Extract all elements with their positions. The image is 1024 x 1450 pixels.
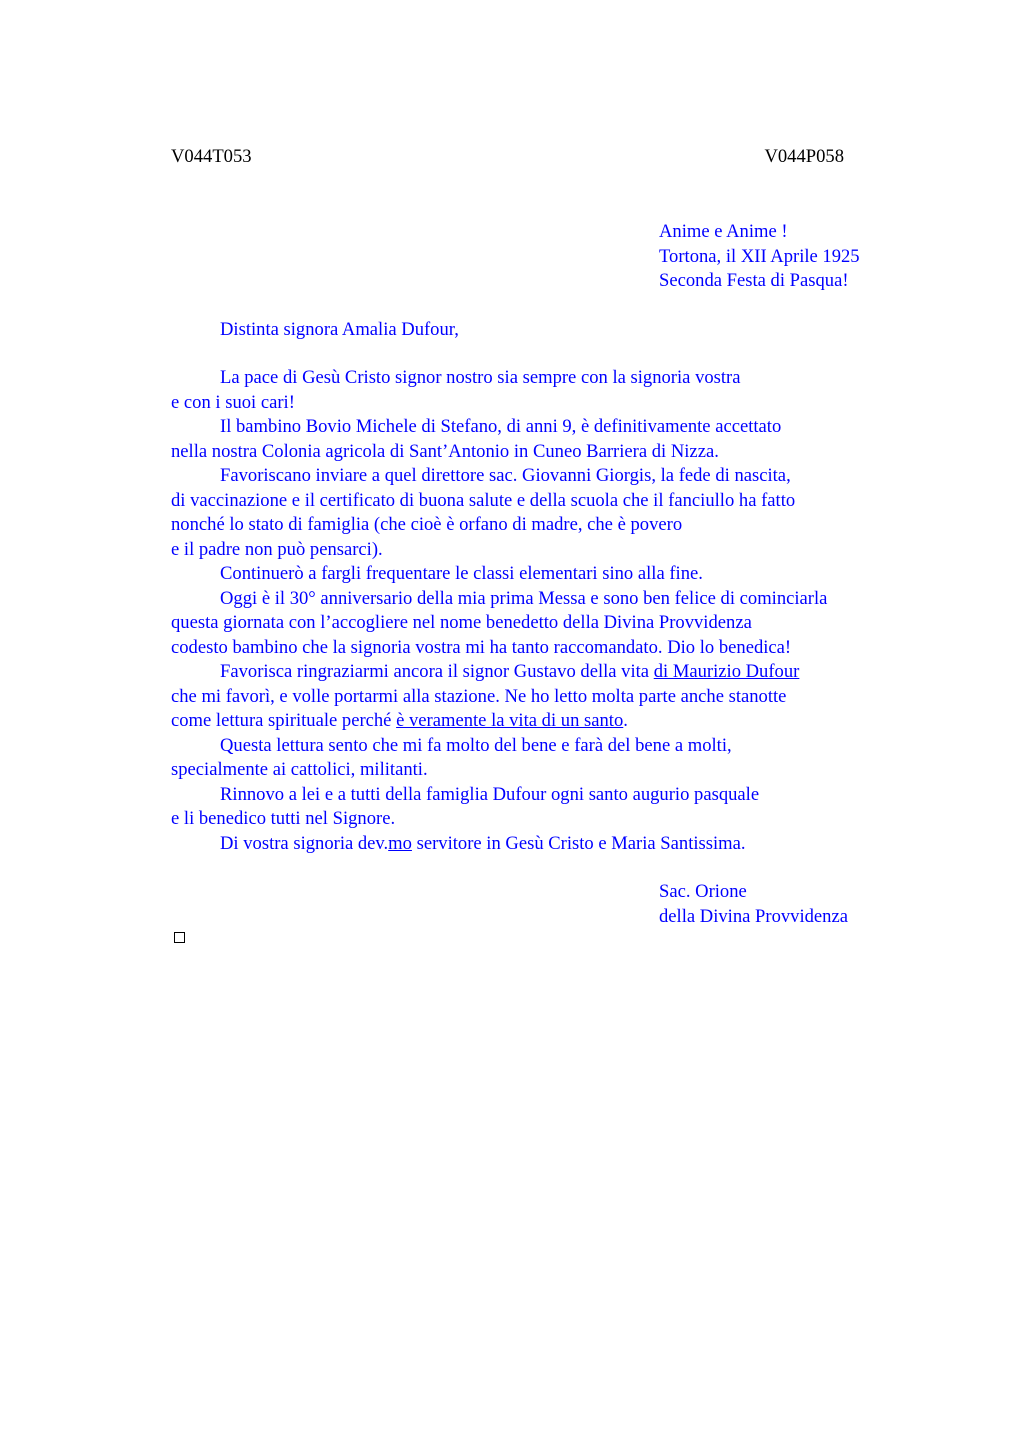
body-line: nonché lo stato di famiglia (che cioè è orfano di madre, che è povero [171, 514, 683, 535]
body-line: nella nostra Colonia agricola di Sant’Antonio in Cuneo Barriera di Nizza. [171, 440, 719, 462]
body-line: di vaccinazione e il certificato di buona salute e della scuola che il fanciullo ha fatto [171, 489, 796, 511]
body-line: Il bambino Bovio Michele di Stefano, di anni 9, è definitivamente accettato [220, 416, 782, 437]
body-line: e il padre non può pensarci). [171, 538, 383, 560]
body-line [171, 832, 931, 857]
body-text: servitore in Gesù Cristo e Maria Santissima. [411, 832, 746, 854]
body-text: come lettura spirituale perché [171, 710, 397, 731]
body-line: La pace di Gesù Cristo signor nostro sia sempre con la signoria vostra [220, 367, 741, 388]
body-line: Continuerò a fargli frequentare le classi elementari sino alla fine. [220, 563, 703, 584]
body-line: Rinnovo a lei e a tutti della famiglia Dufour ogni santo augurio pasquale [220, 783, 760, 805]
body-text: Di vostra signoria dev. [220, 832, 389, 854]
body-line [171, 660, 931, 685]
body-line [171, 709, 931, 734]
body-line: questa giornata con l’accogliere nel nome benedetto della Divina Provvidenza [171, 612, 752, 633]
underlined-text: mo [388, 832, 412, 854]
letter-body [171, 366, 931, 856]
underlined-text: di Maurizio Dufour [653, 661, 800, 682]
document-codes [171, 146, 844, 170]
signature-name: Sac. Orione [659, 881, 747, 902]
body-line: specialmente ai cattolici, militanti. [171, 759, 428, 780]
body-line: Oggi è il 30° anniversario della mia prima Messa e sono ben felice di cominciarla [220, 587, 828, 609]
letter-heading [659, 220, 860, 294]
body-line: Favoriscano inviare a quel direttore sac. Giovanni Giorgis, la fede di nascita, [220, 465, 791, 486]
code-right: V044P058 [764, 146, 844, 167]
checkbox-square-icon [174, 932, 185, 943]
underlined-text: è veramente la vita di un santo [396, 710, 624, 731]
code-left: V044T053 [171, 146, 252, 167]
body-line: e li benedico tutti nel Signore. [171, 808, 396, 829]
body-line: Questa lettura sento che mi fa molto del bene e farà del bene a molti, [220, 734, 732, 756]
salutation: Distinta signora Amalia Dufour, [220, 319, 459, 340]
body-line: codesto bambino che la signoria vostra mi ha tanto raccomandato. Dio lo benedica! [171, 636, 792, 658]
motto: Anime e Anime ! [659, 221, 788, 242]
body-line: e con i suoi cari! [171, 391, 295, 413]
body-line: che mi favorì, e volle portarmi alla stazione. Ne ho letto molta parte anche stanotte [171, 685, 787, 707]
occasion: Seconda Festa di Pasqua! [659, 270, 849, 292]
signature-title: della Divina Provvidenza [659, 905, 848, 927]
body-text: Favorisca ringraziarmi ancora il signor Gustavo della vita [220, 661, 654, 682]
signature [659, 880, 848, 929]
place-date: Tortona, il XII Aprile 1925 [659, 245, 860, 267]
body-text: . [623, 710, 628, 731]
